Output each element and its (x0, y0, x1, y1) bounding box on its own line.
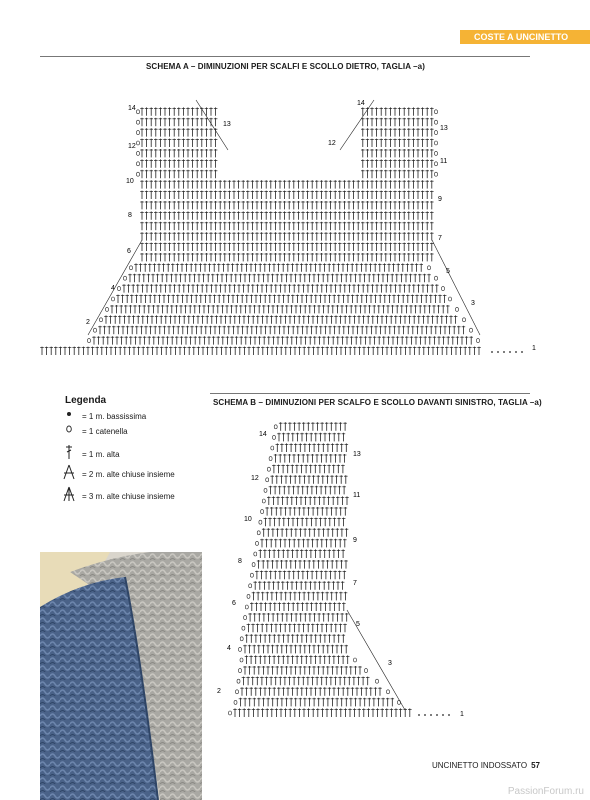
chain-mark (106, 307, 109, 311)
chain-mark (137, 172, 140, 176)
section-tag: COSTE A UNCINETTO (460, 30, 590, 44)
chain-mark (456, 307, 459, 311)
row-label: 12 (328, 140, 336, 147)
legend-label: = 2 m. alte chiuse insieme (82, 470, 175, 480)
chain-mark (254, 552, 257, 556)
chain-mark (261, 510, 264, 514)
chain-mark (274, 425, 277, 429)
slip-stitch-mark (497, 351, 499, 353)
chain-mark (94, 328, 97, 332)
slip-stitch-mark (515, 351, 517, 353)
chain-mark (239, 669, 242, 673)
schema-b-chart (205, 410, 480, 725)
chain-mark (477, 339, 480, 343)
chain-mark (236, 690, 239, 694)
row-label: 1 (532, 345, 536, 352)
row-label: 13 (353, 451, 361, 458)
schema-a-left-labels (86, 105, 136, 326)
page-footer (432, 761, 540, 770)
schema-b-left-labels (217, 431, 267, 695)
row-label: 7 (353, 580, 357, 587)
row-label: 1 (460, 711, 464, 718)
chain-mark (271, 446, 274, 450)
row-label: 8 (238, 558, 242, 565)
dc2tog-icon (62, 464, 76, 486)
row-label: 9 (353, 537, 357, 544)
chain-mark (239, 647, 242, 651)
chain-mark (240, 637, 243, 641)
chain-mark (435, 131, 438, 135)
slip-stitch-mark (418, 714, 420, 716)
chain-mark (256, 541, 259, 545)
schema-b-title: SCHEMA B – DIMINUZIONI PER SCALFO E SCOLLO DAVANTI SINISTRO, TAGLIA –a) (213, 398, 542, 407)
row-label: 10 (244, 516, 252, 523)
chain-mark (130, 266, 133, 270)
row-label: 11 (440, 158, 448, 165)
page-number: 57 (531, 761, 540, 770)
row-label: 8 (128, 212, 132, 219)
legend-label: = 1 m. alta (82, 450, 120, 460)
chain-mark (244, 616, 247, 620)
row-label: 13 (440, 125, 448, 132)
chain-mark (234, 700, 237, 704)
chain-mark (387, 690, 390, 694)
slip-stitch-dot-icon (62, 409, 76, 425)
chain-mark (245, 605, 248, 609)
legend-label: = 3 m. alte chiuse insieme (82, 492, 175, 502)
row-label: 7 (438, 235, 442, 242)
chain-mark (435, 172, 438, 176)
legend-item (62, 444, 120, 460)
chain-mark (137, 151, 140, 155)
chain-mark (266, 478, 269, 482)
chain-mark (88, 339, 91, 343)
chain-mark (435, 120, 438, 124)
chain-mark (250, 573, 253, 577)
cardigan-photo (40, 552, 202, 800)
chain-mark (259, 520, 262, 524)
row-label: 14 (128, 105, 136, 112)
chain-mark (112, 297, 115, 301)
schema-a-right-labels (223, 100, 536, 352)
slip-stitch-mark (509, 351, 511, 353)
chain-mark (262, 499, 265, 503)
chain-mark (267, 467, 270, 471)
row-label: 3 (471, 300, 475, 307)
double-crochet-icon (62, 444, 76, 466)
legend-item (62, 464, 175, 480)
row-label: 13 (223, 121, 231, 128)
magazine-name: UNCINETTO INDOSSATO (431, 761, 528, 770)
row-label: 5 (356, 621, 360, 628)
slip-stitch-mark (448, 714, 450, 716)
legend-label: = 1 m. bassissima (82, 412, 147, 422)
legend-item (62, 486, 175, 502)
dc3tog-icon (62, 486, 76, 508)
row-label: 6 (232, 600, 236, 607)
schema-b-rule (210, 393, 530, 394)
row-label: 5 (446, 268, 450, 275)
row-label: 9 (438, 196, 442, 203)
schema-b-right-labels (353, 451, 464, 718)
chain-mark (118, 287, 121, 291)
chain-mark (242, 626, 245, 630)
row-label: 4 (227, 645, 231, 652)
chain-mark (124, 276, 127, 280)
slip-stitch-mark (503, 351, 505, 353)
chain-mark (100, 318, 103, 322)
chain-mark (264, 488, 267, 492)
chain-mark (470, 328, 473, 332)
legend-item (62, 409, 146, 425)
row-label: 10 (126, 178, 134, 185)
chain-mark (269, 457, 272, 461)
watermark: PassionForum.ru (507, 786, 584, 797)
chain-mark (137, 131, 140, 135)
chain-mark (435, 110, 438, 114)
chain-mark (240, 658, 243, 662)
row-label: 12 (128, 143, 136, 150)
row-label: 6 (127, 248, 131, 255)
decrease-mark (340, 100, 374, 150)
chain-mark (137, 120, 140, 124)
legend-item (62, 424, 128, 440)
schema-a-title: SCHEMA A – DIMINUZIONI PER SCALFI E SCOLLO DIETRO, TAGLIA –a) (146, 62, 425, 71)
row-label: 14 (357, 100, 365, 107)
chain-mark (137, 110, 140, 114)
schema-a-chart (40, 90, 550, 372)
row-label: 2 (86, 319, 90, 326)
chain-mark (376, 679, 379, 683)
chain-mark (249, 584, 252, 588)
row-label: 3 (388, 660, 392, 667)
chain-mark (273, 435, 276, 439)
chain-mark (442, 287, 445, 291)
chain-mark (252, 563, 255, 567)
chain-mark (237, 679, 240, 683)
legend-label: = 1 catenella (82, 427, 128, 437)
chain-mark (247, 594, 250, 598)
row-label: 14 (259, 431, 267, 438)
chain-mark (137, 141, 140, 145)
chain-mark (435, 141, 438, 145)
chain-mark (463, 318, 466, 322)
row-label: 2 (217, 688, 221, 695)
slip-stitch-mark (430, 714, 432, 716)
chain-mark (365, 669, 368, 673)
slip-stitch-mark (442, 714, 444, 716)
chain-mark (257, 531, 260, 535)
chain-mark (229, 711, 232, 715)
slip-stitch-mark (424, 714, 426, 716)
chain-mark (449, 297, 452, 301)
chain-mark (435, 151, 438, 155)
chain-mark (428, 266, 431, 270)
row-label: 12 (251, 475, 259, 482)
slip-stitch-mark (491, 351, 493, 353)
chain-oval-icon (62, 424, 76, 440)
row-label: 11 (353, 492, 361, 499)
header-rule (40, 56, 530, 57)
slip-stitch-mark (436, 714, 438, 716)
chain-mark (435, 162, 438, 166)
chain-mark (137, 162, 140, 166)
legend-title: Legenda (65, 395, 107, 406)
slip-stitch-mark (521, 351, 523, 353)
chain-mark (354, 658, 357, 662)
row-label: 4 (111, 285, 115, 292)
chain-mark (435, 276, 438, 280)
